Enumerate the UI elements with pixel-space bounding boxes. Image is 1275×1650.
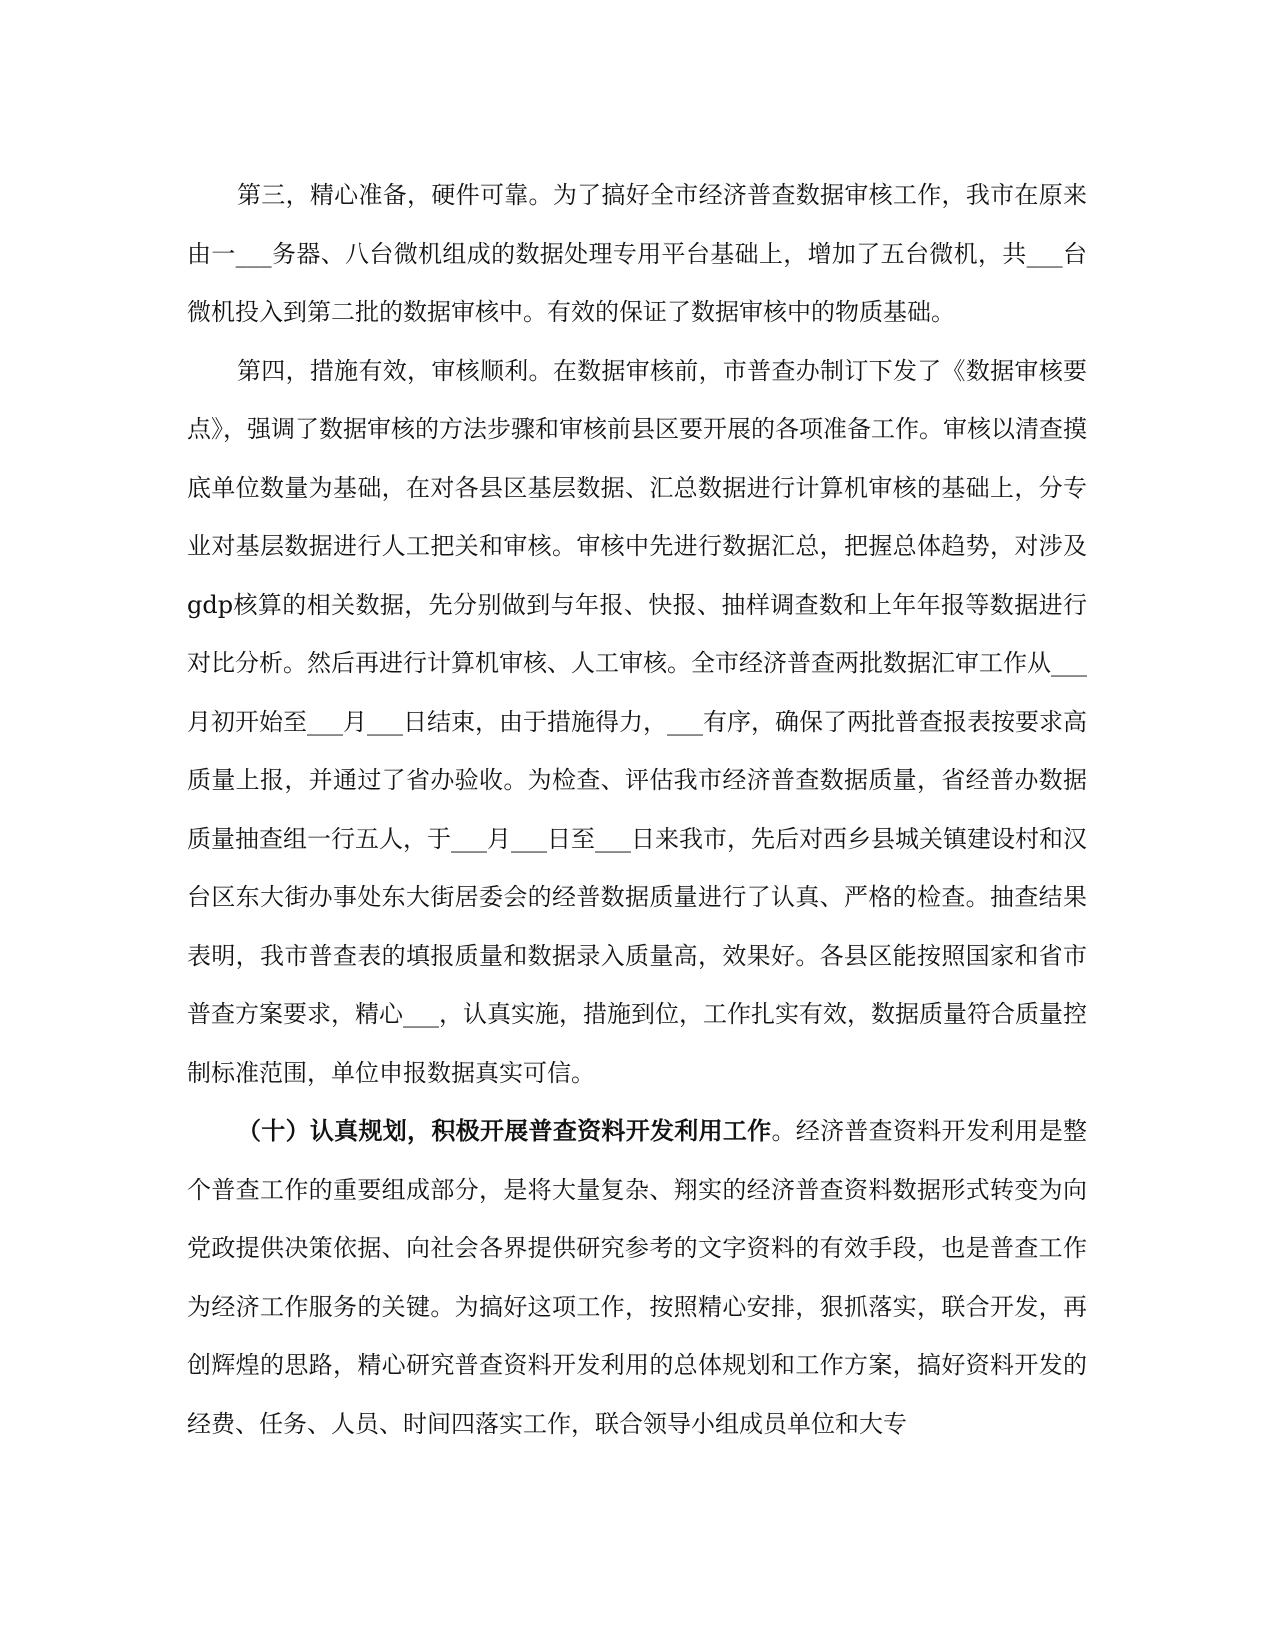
paragraph-third-hardware xyxy=(187,166,1087,342)
paragraph-text: 。经济普查资料开发利用是整个普查工作的重要组成部分，是将大量复杂、翔实的经济普查资料数据形式转变为向党政提供决策依据、向社会各界提供研究参考的文字资料的有效手段，也是普查工作为经济工作服务的关键。为搞好这项工作，按照精心安排，狠抓落实，联合开发，再创辉煌的思路，精心研究普查资料开发利用的总体规划和工作方案，搞好资料开发的经费、任务、人员、时间四落实工作，联合领导小组成员单位和大专 xyxy=(187,1117,1088,1438)
document-body xyxy=(187,166,1087,1453)
paragraph-text: 第三，精心准备，硬件可靠。为了搞好全市经济普查数据审核工作，我市在原来由一___务器、八台微机组成的数据处理专用平台基础上，增加了五台微机，共___台微机投入到第二批的数据审核中。有效的保证了数据审核中的物质基础。 xyxy=(187,181,1087,326)
paragraph-section-ten xyxy=(187,1102,1087,1453)
paragraph-fourth-measures xyxy=(187,342,1087,1103)
paragraph-text: 第四，措施有效，审核顺利。在数据审核前，市普查办制订下发了《数据审核要点》，强调了数据审核的方法步骤和审核前县区要开展的各项准备工作。审核以清查摸底单位数量为基础，在对各县区基层数据、汇总数据进行计算机审核的基础上，分专业对基层数据进行人工把关和审核。审核中先进行数据汇总，把握总体趋势，对涉及gdp核算的相关数据，先分别做到与年报、快报、抽样调查数和上年年报等数据进行对比分析。然后再进行计算机审核、人工审核。全市经济普查两批数据汇审工作从___月初开始至___月___日结束，由于措施得力，___有序，确保了两批普查报表按要求高质量上报，并通过了省办验收。为检查、评估我市经济普查数据质量，省经普办数据质量抽查组一行五人，于___月___日至___日来我市，先后对西乡县城关镇建设村和汉台区东大街办事处东大街居委会的经普数据质量进行了认真、严格的检查。抽查结果表明，我市普查表的填报质量和数据录入质量高，效果好。各县区能按照国家和省市普查方案要求，精心___，认真实施，措施到位，工作扎实有效，数据质量符合质量控制标准范围，单位申报数据真实可信。 xyxy=(187,356,1087,1087)
section-heading: （十）认真规划，积极开展普查资料开发利用工作 xyxy=(237,1116,772,1145)
